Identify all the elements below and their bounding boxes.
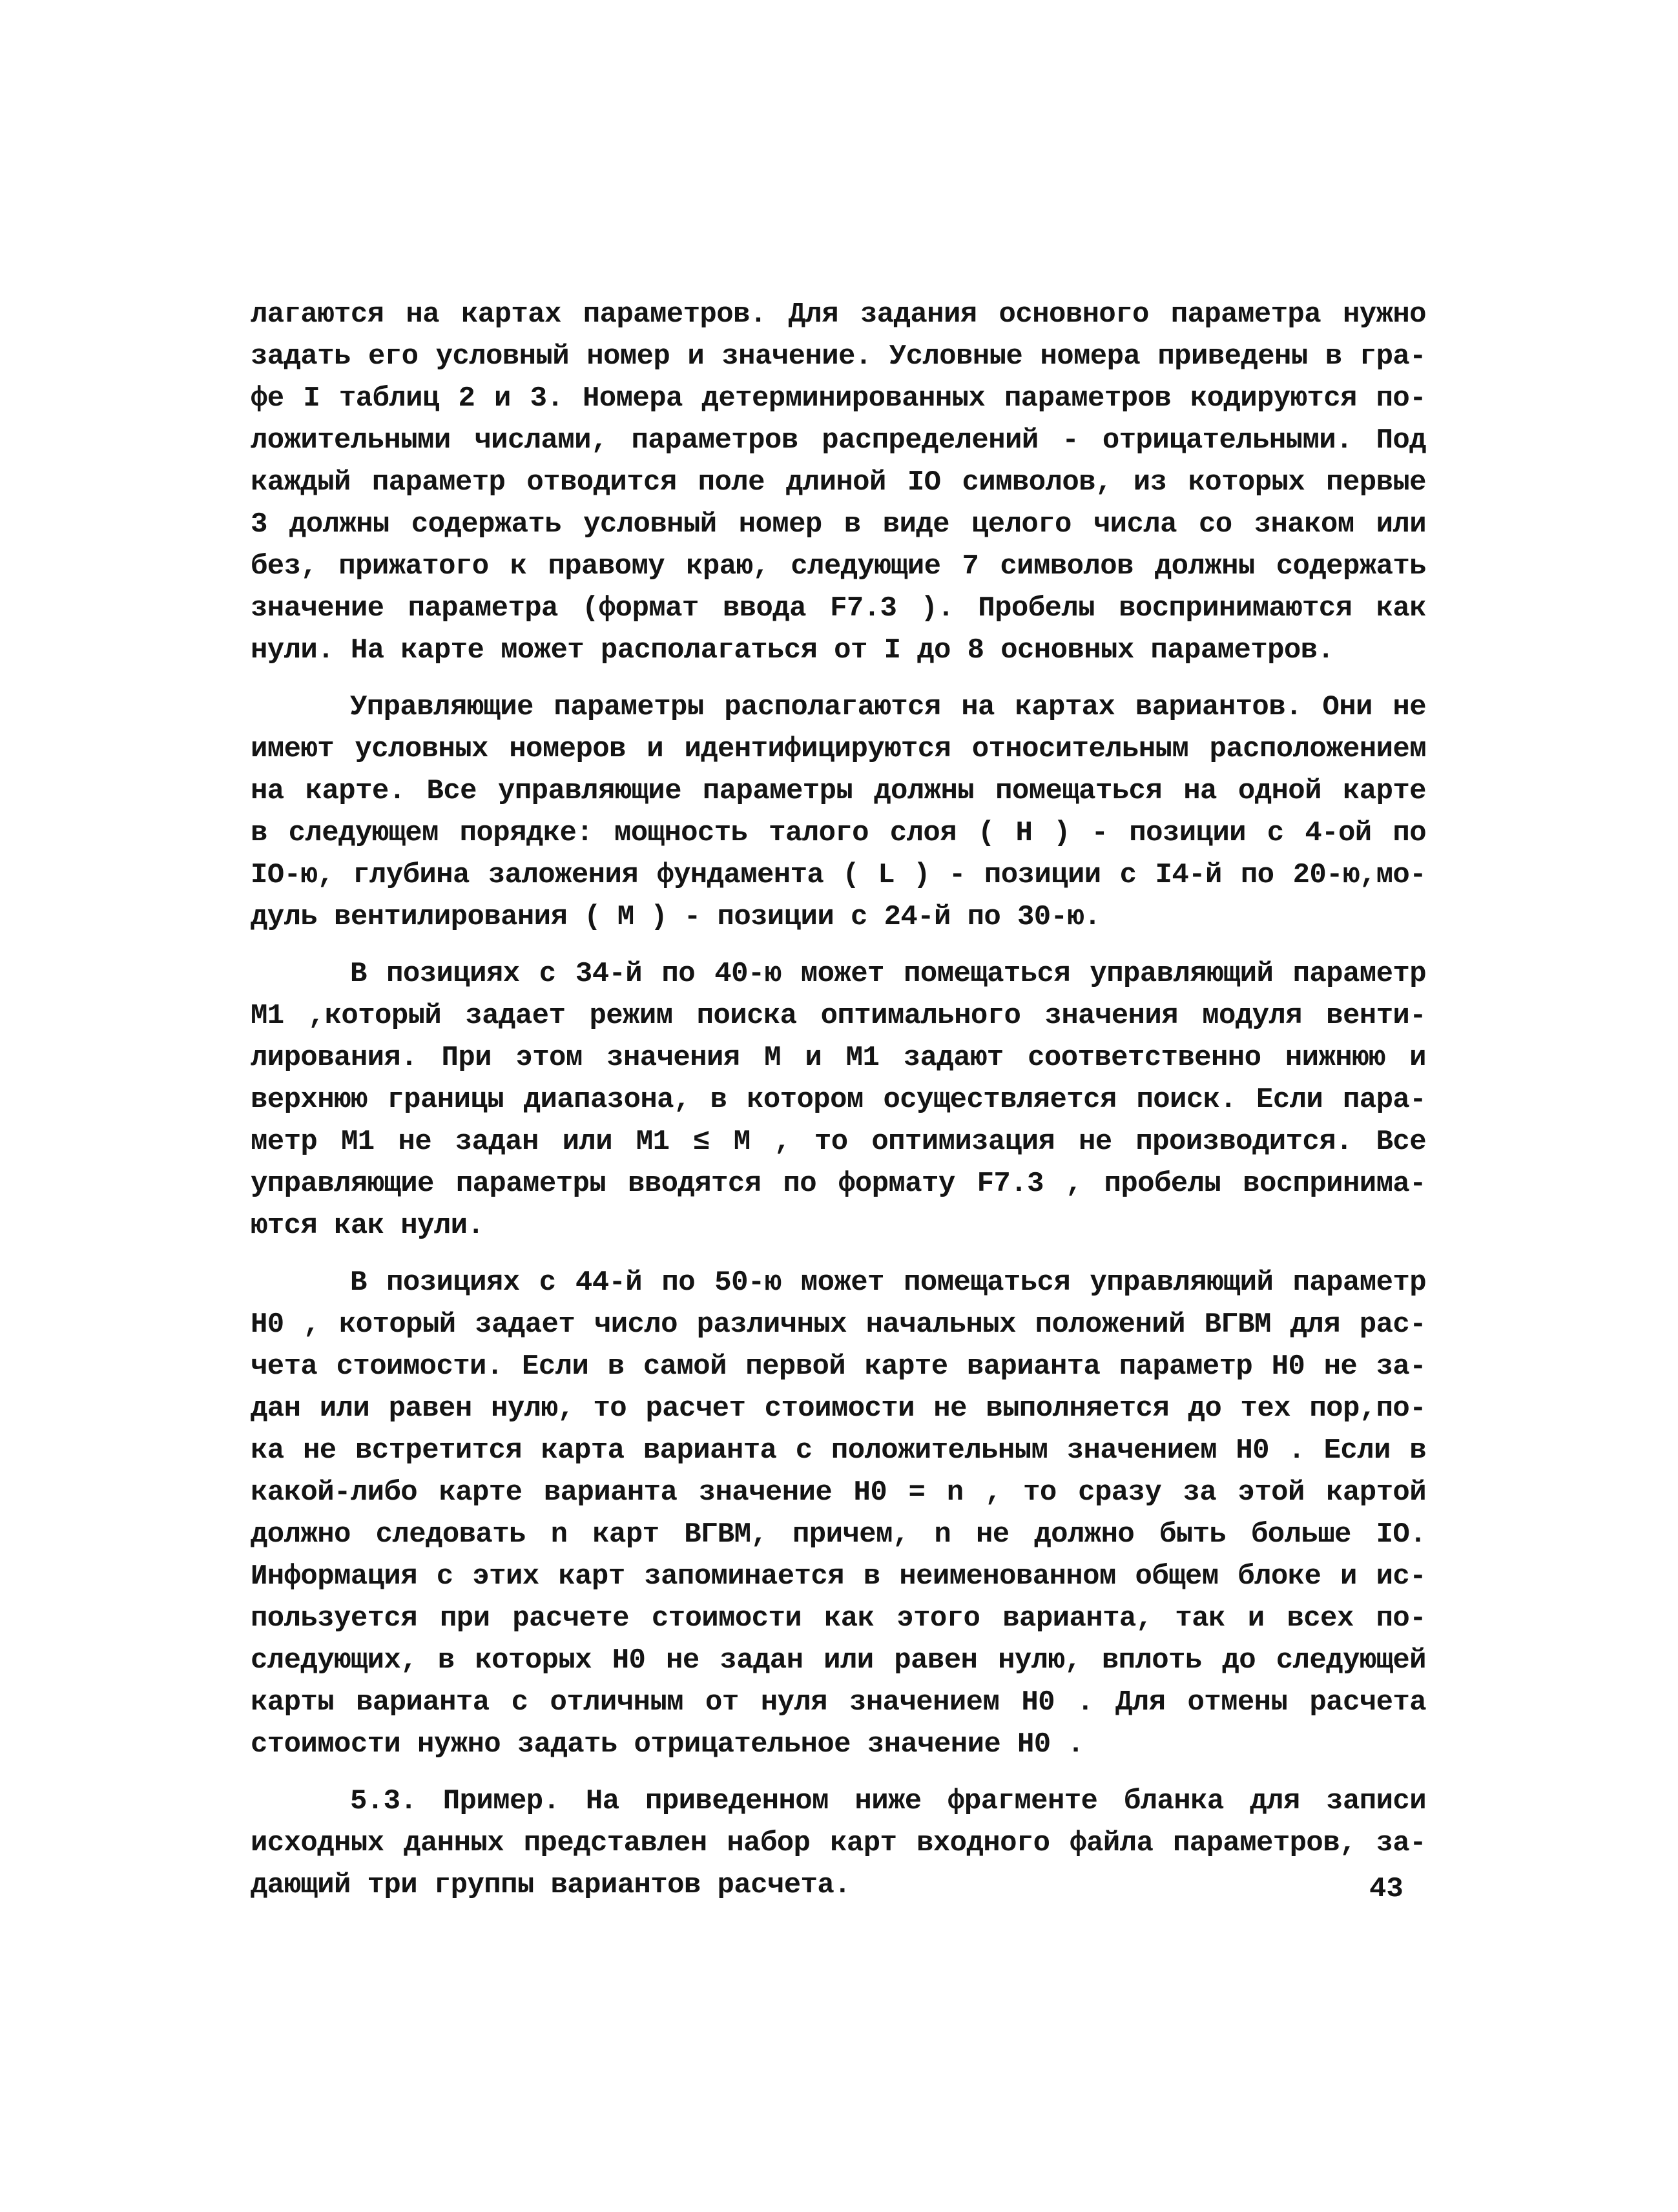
text-line: задать его условный номер и значение. Условные номера приведены в гра- — [251, 340, 1426, 373]
text-line: без, прижатого к правому краю, следующие 7 символов должны содержать — [251, 550, 1426, 583]
text-line: Управляющие параметры располагаются на картах вариантов. Они не — [350, 691, 1426, 723]
text-line: метр M1 не задан или M1 ≤ M , то оптимизация не производится. Все — [251, 1126, 1426, 1158]
text-line: ложительными числами, параметров распределений - отрицательными. Под — [251, 424, 1426, 457]
text-line: лагаются на картах параметров. Для задания основного параметра нужно — [251, 298, 1426, 331]
text-line: IO-ю, глубина заложения фундамента ( L ) - позиции с I4-й по 20-ю,мо- — [251, 859, 1426, 891]
text-line: дающий три группы вариантов расчета. — [251, 1869, 851, 1901]
text-line: на карте. Все управляющие параметры должны помещаться на одной карте — [251, 775, 1426, 807]
text-line: управляющие параметры вводятся по формату F7.3 , пробелы воспринима- — [251, 1168, 1426, 1200]
paragraph-1 — [251, 294, 1426, 672]
text-line: стоимости нужно задать отрицательное значение H0 . — [251, 1728, 1084, 1761]
text-line: ются как нули. — [251, 1210, 484, 1242]
text-line: исходных данных представлен набор карт входного файла параметров, за- — [251, 1827, 1426, 1859]
text-line: дан или равен нулю, то расчет стоимости не выполняется до тех пор,по- — [251, 1392, 1426, 1425]
text-line: M1 ,который задает режим поиска оптимального значения модуля венти- — [251, 1000, 1426, 1032]
text-line: фе I таблиц 2 и 3. Номера детерминированных параметров кодируются по- — [251, 382, 1426, 415]
text-line: 3 должны содержать условный номер в виде целого числа со знаком или — [251, 508, 1426, 541]
text-line: карты варианта с отличным от нуля значением H0 . Для отмены расчета — [251, 1686, 1426, 1719]
text-line: Информация с этих карт запоминается в неименованном общем блоке и ис- — [251, 1560, 1426, 1593]
text-line: какой-либо карте варианта значение H0 = n , то сразу за этой картой — [251, 1476, 1426, 1509]
text-line: лирования. При этом значения M и M1 задают соответственно нижнюю и — [251, 1042, 1426, 1074]
page-body — [251, 294, 1426, 1907]
text-line: H0 , который задает число различных начальных положений ВГВМ для рас- — [251, 1308, 1426, 1341]
text-line: дуль вентилирования ( M ) - позиции с 24-й по 30-ю. — [251, 901, 1101, 933]
paragraph-4 — [251, 1262, 1426, 1766]
text-line: чета стоимости. Если в самой первой карте варианта параметр H0 не за- — [251, 1350, 1426, 1383]
text-line: В позициях с 44-й по 50-ю может помещаться управляющий параметр — [350, 1266, 1426, 1299]
text-line: В позициях с 34-й по 40-ю может помещаться управляющий параметр — [350, 958, 1426, 990]
text-line: 5.3. Пример. На приведенном ниже фрагменте бланка для записи — [350, 1785, 1426, 1817]
paragraph-5 — [251, 1781, 1426, 1907]
text-line: пользуется при расчете стоимости как этого варианта, так и всех по- — [251, 1602, 1426, 1635]
text-line: ка не встретится карта варианта с положительным значением H0 . Если в — [251, 1434, 1426, 1467]
text-line: значение параметра (формат ввода F7.3 ). Пробелы воспринимаются как — [251, 592, 1426, 625]
text-line: каждый параметр отводится поле длиной IO символов, из которых первые — [251, 466, 1426, 499]
text-line: в следующем порядке: мощность талого слоя ( H ) - позиции с 4-ой по — [251, 817, 1426, 849]
paragraph-3 — [251, 953, 1426, 1247]
text-line: верхнюю границы диапазона, в котором осуществляется поиск. Если пара- — [251, 1084, 1426, 1116]
paragraph-2 — [251, 687, 1426, 938]
text-line: имеют условных номеров и идентифицируются относительным расположением — [251, 733, 1426, 765]
page-number: 43 — [1369, 1873, 1404, 1905]
text-line: должно следовать n карт ВГВМ, причем, n не должно быть больше IO. — [251, 1518, 1426, 1551]
text-line: следующих, в которых H0 не задан или равен нулю, вплоть до следующей — [251, 1644, 1426, 1677]
text-line: нули. На карте может располагаться от I до 8 основных параметров. — [251, 634, 1334, 667]
